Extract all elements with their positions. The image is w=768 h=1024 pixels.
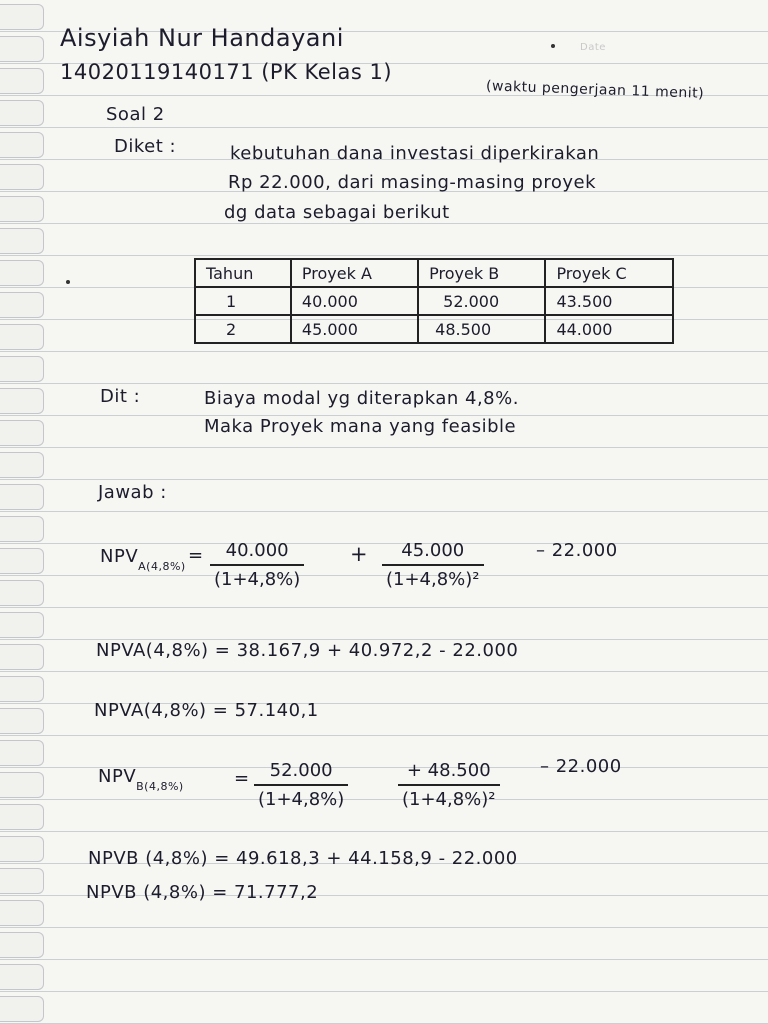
npv-a-result: NPVA(4,8%) = 57.140,1 xyxy=(94,700,319,721)
fraction-denominator: (1+4,8%)² xyxy=(402,788,496,810)
margin-tab xyxy=(0,420,44,446)
margin-tab xyxy=(0,516,44,542)
margin-tab xyxy=(0,996,44,1022)
npv-b-label: $NPV_{B(4,8\%)}$ xyxy=(98,766,184,793)
fraction-denominator: (1+4,8%)² xyxy=(386,568,480,590)
known-line-3: dg data sebagai berikut xyxy=(224,202,450,223)
margin-tab xyxy=(0,644,44,670)
margin-tab xyxy=(0,772,44,798)
margin-tab xyxy=(0,836,44,862)
margin-tab xyxy=(0,548,44,574)
npv-b-investment: – 22.000 xyxy=(540,756,622,777)
fraction-denominator: (1+4,8%) xyxy=(214,568,301,590)
npv-a-fraction-1 xyxy=(210,540,304,590)
fraction-bar xyxy=(210,564,304,566)
npv-a-fraction-2 xyxy=(382,540,484,590)
npv-a-step-2: NPVA(4,8%) = 38.167,9 + 40.972,2 - 22.000 xyxy=(96,640,519,661)
table-row xyxy=(195,287,673,315)
fraction-bar xyxy=(254,784,348,786)
npv-a-investment: – 22.000 xyxy=(536,540,618,561)
table-cell: 45.000 xyxy=(291,315,418,343)
table-row xyxy=(195,315,673,343)
fraction-numerator: 45.000 xyxy=(401,540,465,561)
margin-tab xyxy=(0,612,44,638)
table-header-cell: Proyek A xyxy=(291,259,418,287)
date-label: Date xyxy=(580,42,606,53)
asked-line-2: Maka Proyek mana yang feasible xyxy=(204,416,517,437)
fraction-numerator: 40.000 xyxy=(225,540,289,561)
npv-b-result: NPVB (4,8%) = 71.777,2 xyxy=(86,882,319,903)
margin-tab xyxy=(0,36,44,62)
margin-tab xyxy=(0,932,44,958)
question-label: Soal 2 xyxy=(106,104,165,125)
npv-b-fraction-2 xyxy=(398,760,500,810)
fraction-denominator: (1+4,8%) xyxy=(258,788,345,810)
npv-b-fraction-1 xyxy=(254,760,348,810)
npv-a-plus: + xyxy=(350,542,369,566)
table-cell: 2 xyxy=(195,315,291,343)
margin-tab xyxy=(0,260,44,286)
margin-tab xyxy=(0,868,44,894)
table-header-cell: Tahun xyxy=(195,259,291,287)
margin-tab xyxy=(0,100,44,126)
margin-tab xyxy=(0,132,44,158)
margin-tab xyxy=(0,900,44,926)
fraction-bar xyxy=(398,784,500,786)
margin-tab xyxy=(0,292,44,318)
fraction-numerator: + 48.500 xyxy=(406,760,491,781)
table-cell: 43.500 xyxy=(545,287,673,315)
margin-tab xyxy=(0,4,44,30)
margin-tab xyxy=(0,484,44,510)
table-header-row xyxy=(195,259,673,287)
margin-tab xyxy=(0,388,44,414)
work-duration-note: (waktu pengerjaan 11 menit) xyxy=(485,78,705,102)
table-header-cell: Proyek B xyxy=(418,259,545,287)
margin-tab xyxy=(0,164,44,190)
known-line-1: kebutuhan dana investasi diperkirakan xyxy=(230,143,600,164)
table-cell: 1 xyxy=(195,287,291,315)
table-cell: 44.000 xyxy=(545,315,673,343)
fraction-numerator: 52.000 xyxy=(269,760,333,781)
margin-tab xyxy=(0,452,44,478)
table-cell: 52.000 xyxy=(418,287,545,315)
margin-tab xyxy=(0,804,44,830)
npv-b-equals: = xyxy=(234,768,250,789)
known-line-2: Rp 22.000, dari masing-masing proyek xyxy=(228,172,597,193)
student-name: Aisyiah Nur Handayani xyxy=(60,24,344,52)
project-cashflow-table xyxy=(194,258,674,344)
npv-b-step-2: NPVB (4,8%) = 49.618,3 + 44.158,9 - 22.000 xyxy=(88,848,518,869)
margin-tab xyxy=(0,676,44,702)
known-label: Diket : xyxy=(114,136,177,157)
margin-tab xyxy=(0,228,44,254)
table-cell: 48.500 xyxy=(418,315,545,343)
margin-tab xyxy=(0,964,44,990)
margin-tab xyxy=(0,708,44,734)
notebook-margin-tabs xyxy=(0,0,46,1024)
asked-line-1: Biaya modal yg diterapkan 4,8%. xyxy=(204,388,519,409)
student-id-class: 14020119140171 (PK Kelas 1) xyxy=(60,60,393,84)
margin-tab xyxy=(0,324,44,350)
pen-dot xyxy=(551,44,555,48)
table-header-cell: Proyek C xyxy=(545,259,673,287)
fraction-bar xyxy=(382,564,484,566)
pen-dot xyxy=(66,280,70,284)
answer-label: Jawab : xyxy=(98,482,167,503)
asked-label: Dit : xyxy=(100,386,141,407)
margin-tab xyxy=(0,740,44,766)
table-cell: 40.000 xyxy=(291,287,418,315)
margin-tab xyxy=(0,196,44,222)
npv-a-equals: = xyxy=(188,545,204,566)
npv-a-label: $NPV_{A(4,8\%)}$ xyxy=(100,546,186,573)
margin-tab xyxy=(0,356,44,382)
margin-tab xyxy=(0,580,44,606)
margin-tab xyxy=(0,68,44,94)
